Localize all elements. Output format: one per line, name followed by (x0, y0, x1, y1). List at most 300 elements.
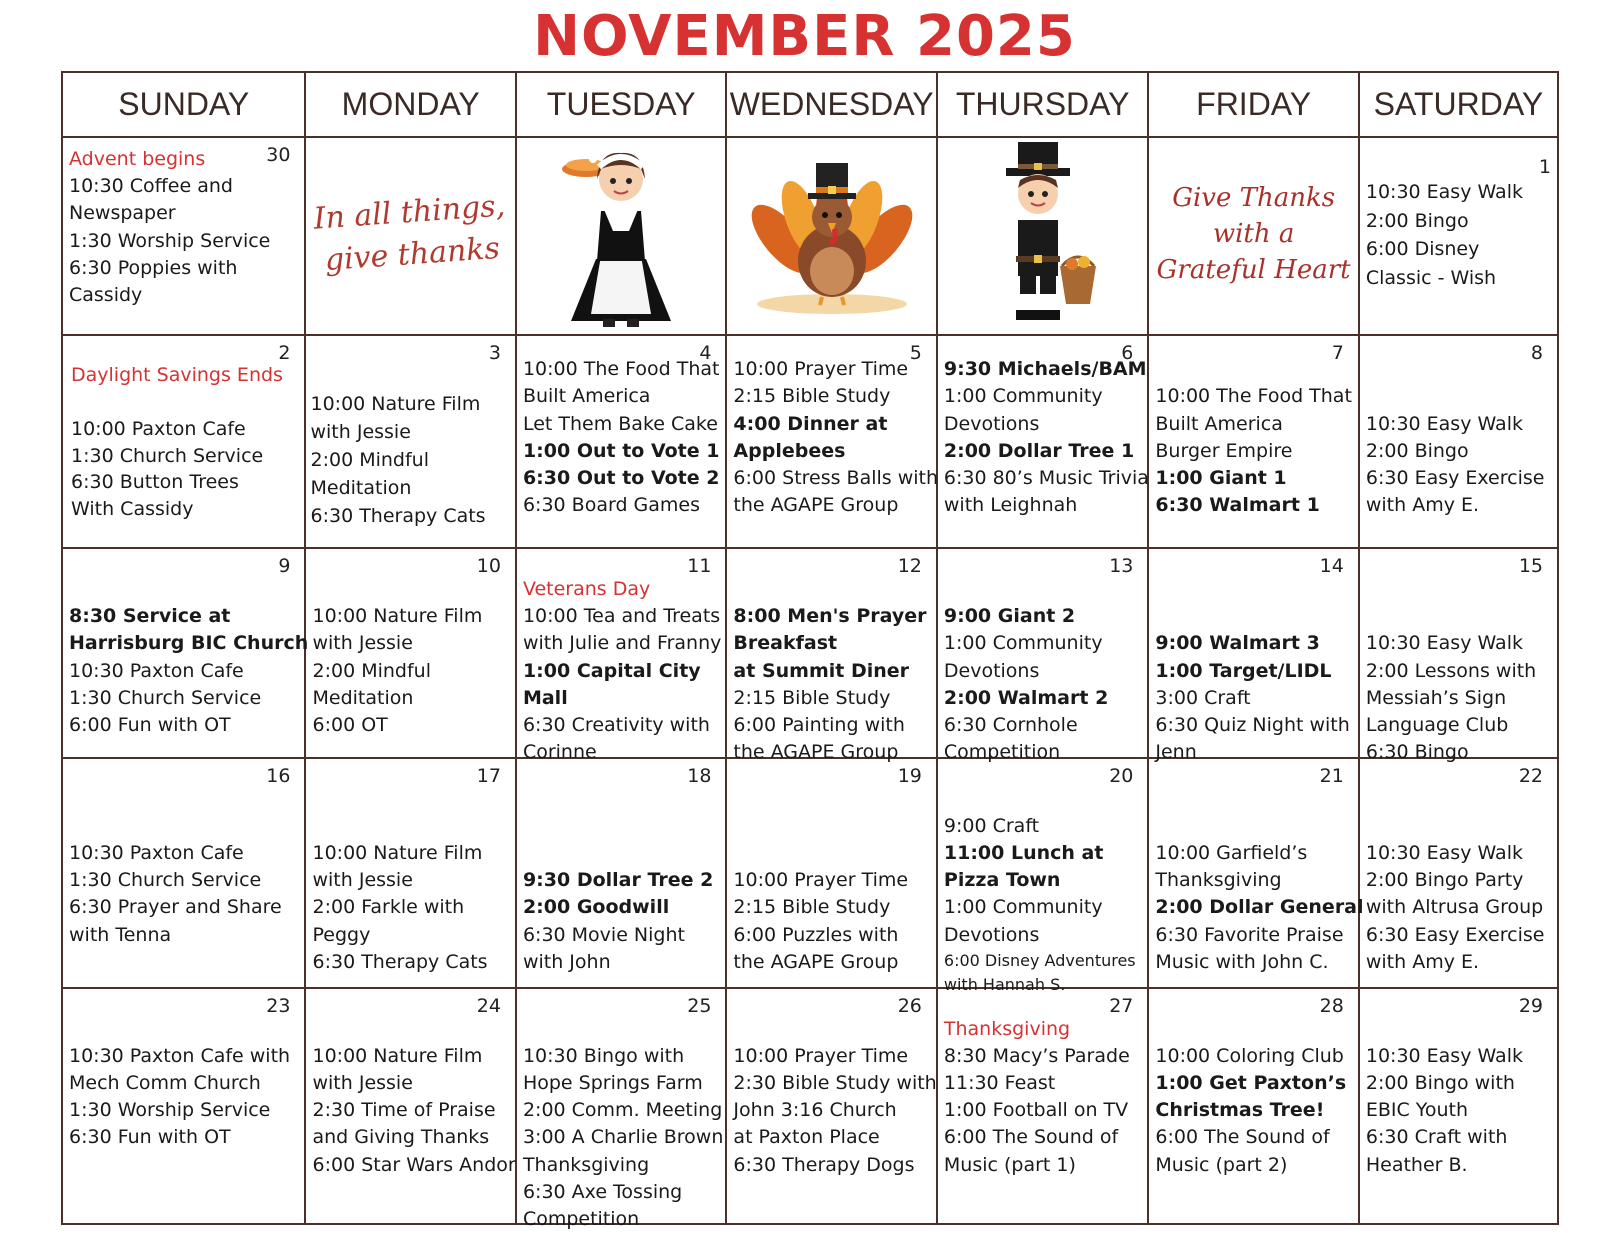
event-line: Competition (522, 1208, 640, 1231)
event-line: 1:00 Community (943, 896, 1103, 919)
weekday-friday: FRIDAY (1148, 72, 1358, 137)
event-line: Harrisburg BIC Church (69, 632, 309, 655)
day-cell-thursday (937, 988, 1149, 1224)
day-cell-wednesday (726, 988, 936, 1224)
day-number: 28 (1319, 994, 1344, 1017)
event-line: 10:00 Coloring Club (1155, 1044, 1344, 1067)
event-line: 6:30 Walmart 1 (1155, 494, 1320, 517)
day-cell-saturday (1359, 758, 1558, 988)
event-list (523, 576, 721, 766)
quote-give-thanks (1149, 138, 1357, 329)
weekday-header-row (62, 72, 1558, 137)
day-cell-content (727, 549, 935, 764)
event-line: 1:00 Capital City (522, 659, 701, 682)
day-cell-content (1360, 336, 1557, 541)
event-line: 2:00 Bingo with (1365, 1072, 1515, 1095)
event-line: 11:30 Feast (943, 1072, 1056, 1095)
event-line: 6:30 Therapy Cats (312, 950, 488, 973)
day-cell-sunday (62, 335, 305, 548)
event-list (1366, 178, 1553, 292)
day-cell-content (63, 549, 309, 751)
day-number: 27 (1109, 994, 1134, 1017)
event-line: 1:00 Target/LIDL (1155, 659, 1332, 682)
event-line (1366, 576, 1553, 603)
event-line: 10:00 Nature Film (312, 841, 483, 864)
day-cell-sunday (62, 548, 309, 758)
event-line: Applebees (733, 439, 846, 462)
event-line: 1:30 Worship Service (69, 1099, 271, 1122)
event-line: with Amy E. (1365, 494, 1480, 517)
day-cell-monday (305, 137, 515, 335)
event-line: 10:30 Paxton Cafe (69, 841, 244, 864)
event-line: Christmas Tree! (1155, 1099, 1325, 1122)
event-line: 2:00 Bingo Party (1365, 869, 1524, 892)
day-number: 22 (1518, 764, 1543, 787)
day-number: 8 (1530, 342, 1543, 365)
day-number: 24 (476, 994, 501, 1017)
event-line: 2:15 Bible Study (733, 385, 891, 408)
event-line: 1:00 Get Paxton’s (1155, 1072, 1347, 1095)
event-line: 9:00 Walmart 3 (1155, 632, 1320, 655)
event-line: 2:00 Dollar General (1155, 896, 1364, 919)
event-line: with Jessie (312, 1072, 413, 1095)
event-line: With Cassidy (71, 498, 194, 521)
event-list (69, 576, 309, 739)
day-cell-friday (1148, 548, 1358, 764)
event-line: 6:30 Easy Exercise (1365, 923, 1545, 946)
day-cell-content (1149, 549, 1357, 764)
event-line: 6:00 Disney (1365, 238, 1480, 260)
event-line (69, 786, 300, 813)
event-line: 9:30 Dollar Tree 2 (522, 869, 714, 892)
day-number: 23 (266, 994, 291, 1017)
day-cell-tuesday (516, 335, 726, 548)
day-cell-content (1360, 549, 1557, 764)
event-line: Competition (943, 741, 1061, 764)
day-cell-saturday (1359, 137, 1558, 335)
holiday-label: Thanksgiving (943, 1017, 1071, 1040)
event-line: 6:30 Poppies with (69, 256, 238, 279)
event-line (1366, 383, 1553, 410)
day-cell-sunday (62, 137, 305, 335)
event-line: 1:30 Church Service (69, 686, 262, 709)
event-line: EBIC Youth (1365, 1099, 1469, 1122)
day-cell-content (938, 138, 1148, 329)
day-cell-wednesday (726, 758, 936, 988)
event-list (1366, 576, 1553, 766)
event-line (69, 1016, 300, 1043)
event-list (69, 786, 300, 949)
event-line: with Tenna (69, 923, 172, 946)
day-cell-content (938, 759, 1148, 994)
quote-line: In all things, (312, 187, 507, 237)
event-line: 6:00 Disney Adventures (943, 950, 1136, 970)
event-line: with Amy E. (1365, 950, 1480, 973)
event-line: Music with John C. (1155, 950, 1329, 973)
holiday-label: Daylight Savings Ends (71, 364, 283, 387)
event-line: 10:00 Prayer Time (733, 358, 909, 381)
day-number: 1 (1538, 156, 1551, 178)
day-cell-content (517, 549, 725, 764)
event-line: 10:30 Easy Walk (1365, 412, 1523, 435)
event-line: Heather B. (1365, 1153, 1468, 1176)
event-list (1366, 356, 1553, 519)
event-line: 10:00 The Food That (522, 358, 720, 381)
event-line (1155, 813, 1353, 840)
event-line: 10:00 Prayer Time (733, 869, 909, 892)
day-cell-content (938, 989, 1148, 1217)
event-line: with John (522, 950, 611, 973)
day-cell-monday (305, 758, 515, 988)
event-list (733, 1016, 937, 1179)
event-list (733, 356, 939, 519)
quote-line: give thanks (323, 230, 501, 278)
day-cell-wednesday (726, 335, 939, 548)
day-cell-saturday (1359, 988, 1558, 1224)
event-line: Thanksgiving (522, 1153, 650, 1176)
event-line: Meditation (310, 477, 412, 500)
day-number: 16 (266, 764, 291, 787)
event-line: 8:30 Service at (69, 605, 231, 628)
event-line: 6:00 OT (312, 713, 388, 736)
day-cell-content (1149, 759, 1364, 981)
event-line: 2:00 Bingo (1365, 209, 1469, 232)
event-line: Devotions (943, 923, 1040, 946)
event-line (523, 813, 721, 840)
event-line: 1:00 Out to Vote 1 (522, 439, 720, 462)
event-line: Mech Comm Church (69, 1072, 261, 1095)
event-list (1366, 1016, 1553, 1179)
event-line: Language Club (1365, 713, 1509, 736)
weekday-thursday: THURSDAY (937, 72, 1149, 137)
day-cell-content (1149, 989, 1357, 1217)
day-cell-tuesday (516, 758, 726, 988)
event-list (310, 362, 510, 530)
event-line (1155, 786, 1353, 813)
event-line: 1:00 Football on TV (943, 1099, 1129, 1122)
day-cell-friday (1148, 335, 1358, 548)
event-line: 6:30 Prayer and Share (69, 896, 282, 919)
day-cell-sunday (62, 758, 305, 988)
event-list (71, 362, 300, 523)
event-list (944, 1016, 1144, 1179)
day-cell-content (1360, 138, 1557, 329)
event-line: 10:00 Tea and Treats (522, 605, 721, 628)
day-cell-content (1149, 336, 1357, 541)
weekday-sunday: SUNDAY (62, 72, 305, 137)
quote-line: Grateful Heart (1156, 254, 1351, 285)
day-cell-thursday (937, 335, 1149, 548)
day-number: 25 (687, 994, 712, 1017)
day-number: 3 (488, 342, 501, 365)
event-line: at Summit Diner (733, 659, 910, 682)
event-line: 10:30 Bingo with (522, 1044, 685, 1067)
event-list (1366, 786, 1553, 976)
event-list (69, 146, 300, 309)
event-list (312, 786, 510, 976)
event-line (523, 840, 721, 867)
day-cell-content (727, 759, 935, 981)
day-cell-content (306, 989, 514, 1217)
event-line: 2:00 Walmart 2 (943, 686, 1109, 709)
quote-in-all-things (306, 138, 514, 329)
event-line: 2:00 Mindful (310, 449, 429, 472)
event-line: 6:00 The Sound of (1155, 1126, 1330, 1149)
event-line: 10:30 Paxton Cafe with (69, 1044, 291, 1067)
event-line: 10:00 Prayer Time (733, 1044, 909, 1067)
event-line: Let Them Bake Cake (522, 412, 718, 435)
day-cell-content (63, 759, 304, 981)
event-list (943, 356, 1149, 519)
event-line (1366, 786, 1553, 813)
event-line (1155, 576, 1353, 603)
day-cell-monday (305, 335, 515, 548)
holiday-label: Veterans Day (522, 577, 651, 600)
week-row (62, 335, 1558, 548)
event-line: 2:00 Farkle with (312, 896, 465, 919)
day-cell-content (517, 138, 725, 329)
day-number: 4 (699, 342, 712, 365)
day-cell-content (1360, 759, 1557, 981)
event-line (523, 1016, 721, 1043)
event-line: 2:00 Dollar Tree 1 (943, 439, 1135, 462)
event-line: Corinne (522, 741, 597, 764)
event-line (733, 576, 931, 603)
day-cell-content (306, 336, 514, 541)
event-line: with Julie and Franny (522, 632, 722, 655)
event-line: 6:30 Creativity with (522, 713, 710, 736)
day-number: 18 (687, 764, 712, 787)
event-line: 6:30 Bingo (1365, 741, 1469, 764)
event-line: 1:30 Church Service (71, 444, 264, 467)
event-list (1155, 356, 1353, 519)
event-line: Devotions (943, 412, 1040, 435)
day-cell-content (727, 989, 935, 1217)
day-cell-saturday (1359, 548, 1558, 764)
event-line (312, 813, 510, 840)
event-list (69, 1016, 300, 1152)
event-line: Burger Empire (1155, 439, 1293, 462)
event-line: 4:00 Dinner at (733, 412, 888, 435)
event-line (312, 576, 510, 603)
event-line (733, 1016, 931, 1043)
event-line: at Paxton Place (733, 1126, 880, 1149)
event-list (1155, 576, 1353, 766)
event-line: Cassidy (69, 284, 143, 307)
day-number: 2 (278, 342, 291, 365)
day-cell-monday (305, 548, 515, 758)
day-cell-monday (305, 988, 515, 1224)
event-line (310, 362, 510, 390)
event-line: with Jessie (310, 421, 411, 444)
event-line: 6:30 80’s Music Trivia (943, 467, 1149, 490)
calendar-grid (61, 71, 1559, 1231)
event-line (733, 786, 931, 813)
event-line (71, 389, 300, 416)
day-cell-thursday (937, 137, 1149, 335)
day-cell-content (306, 549, 514, 751)
day-cell-thursday (937, 758, 1149, 994)
event-line: with Hannah S. (943, 974, 1066, 994)
event-line: Hope Springs Farm (522, 1072, 703, 1095)
event-line: 3:00 A Charlie Brown (522, 1126, 724, 1149)
calendar-title: NOVEMBER 2025 (533, 4, 1076, 69)
event-list (1155, 1016, 1353, 1179)
event-line: 6:00 Star Wars Andor (312, 1153, 516, 1176)
event-line: Peggy (312, 923, 371, 946)
event-line: 8:00 Men's Prayer (733, 605, 927, 628)
event-line: 6:30 Therapy Cats (310, 505, 486, 528)
day-cell-content (1360, 989, 1557, 1217)
day-number: 19 (897, 764, 922, 787)
holiday-label: Advent begins (69, 148, 206, 170)
event-line (733, 813, 931, 840)
quote-line: with a (1212, 218, 1295, 249)
event-line: 2:00 Goodwill (522, 896, 670, 919)
event-line: 1:00 Community (943, 632, 1103, 655)
event-line (1366, 1016, 1553, 1043)
day-number: 12 (897, 554, 922, 577)
event-line: 1:00 Giant 1 (1155, 467, 1287, 490)
event-line: 8:30 Macy’s Parade (943, 1044, 1130, 1067)
event-line: 10:30 Coffee and (69, 175, 233, 198)
event-line: John 3:16 Church (733, 1099, 897, 1122)
week-row (62, 988, 1558, 1224)
event-line (1155, 603, 1353, 630)
event-line (69, 813, 300, 840)
event-line: 6:30 Axe Tossing (522, 1180, 683, 1203)
event-line: with Altrusa Group (1365, 896, 1544, 919)
event-line: Pizza Town (943, 869, 1061, 892)
event-list (733, 786, 931, 976)
day-cell-content (517, 989, 725, 1231)
event-list (1155, 786, 1364, 976)
event-line: 2:15 Bible Study (733, 686, 891, 709)
week-row (62, 548, 1558, 758)
event-line: Music (part 1) (943, 1153, 1076, 1176)
day-cell-friday (1148, 137, 1358, 335)
event-line: 10:00 Paxton Cafe (71, 417, 246, 440)
event-line: 1:30 Worship Service (69, 229, 271, 252)
event-line: 9:30 Michaels/BAM (943, 358, 1147, 381)
day-cell-content (306, 138, 514, 329)
event-list (944, 576, 1144, 766)
event-list (312, 576, 510, 739)
day-cell-wednesday (726, 137, 936, 335)
day-cell-sunday (62, 988, 305, 1224)
weekday-wednesday: WEDNESDAY (726, 72, 936, 137)
event-line: 2:00 Lessons with (1365, 659, 1537, 682)
event-line: 10:30 Easy Walk (1365, 632, 1523, 655)
day-cell-content (938, 549, 1148, 764)
event-line (69, 576, 300, 603)
day-number: 7 (1331, 342, 1344, 365)
event-line: and Giving Thanks (312, 1126, 490, 1149)
day-cell-content (727, 138, 935, 329)
day-number: 6 (1121, 342, 1134, 365)
event-line: Meditation (312, 686, 414, 709)
quote-line: Give Thanks (1172, 182, 1336, 213)
event-line: 10:00 Garfield’s (1155, 841, 1308, 864)
event-line (944, 786, 1144, 813)
day-cell-content (63, 989, 304, 1217)
event-list (944, 786, 1144, 997)
day-number: 17 (476, 764, 501, 787)
event-line: Newspaper (69, 202, 176, 225)
event-line: the AGAPE Group (733, 950, 899, 973)
event-line: with Leighnah (943, 494, 1078, 517)
event-line: 6:00 Painting with (733, 713, 905, 736)
event-line: 10:00 Nature Film (310, 393, 481, 416)
day-cell-content (306, 759, 514, 981)
day-number: 21 (1319, 764, 1344, 787)
day-cell-thursday (937, 548, 1149, 764)
event-line: Breakfast (733, 632, 838, 655)
event-line: 6:30 Therapy Dogs (733, 1153, 915, 1176)
event-line (312, 786, 510, 813)
day-cell-content (517, 759, 725, 981)
event-line: 6:30 Button Trees (71, 471, 239, 494)
event-line: the AGAPE Group (733, 494, 899, 517)
event-line: 6:00 The Sound of (943, 1126, 1119, 1149)
event-line: the AGAPE Group (733, 741, 899, 764)
day-cell-content (63, 138, 304, 329)
event-line: Messiah’s Sign (1365, 686, 1507, 709)
event-line: Music (part 2) (1155, 1153, 1288, 1176)
event-line (523, 786, 721, 813)
day-number: 10 (476, 554, 501, 577)
event-line: 9:00 Craft (943, 814, 1040, 837)
event-line: Devotions (943, 659, 1040, 682)
event-line: 11:00 Lunch at (943, 841, 1104, 864)
event-line: 1:00 Community (943, 385, 1103, 408)
event-line: 2:00 Comm. Meeting (522, 1099, 723, 1122)
event-line: 6:30 Movie Night (522, 923, 685, 946)
event-line: 10:00 Nature Film (312, 605, 483, 628)
event-line: 6:30 Fun with OT (69, 1126, 231, 1149)
event-line: Built America (1155, 412, 1283, 435)
event-line (733, 840, 931, 867)
event-line: 10:30 Paxton Cafe (69, 659, 244, 682)
event-line (312, 1016, 510, 1043)
event-list (312, 1016, 516, 1179)
event-line (944, 576, 1144, 603)
event-line: 6:30 Craft with (1365, 1126, 1508, 1149)
day-cell-content (1149, 138, 1357, 329)
event-list (522, 1016, 724, 1233)
event-line: 10:30 Easy Walk (1365, 1044, 1523, 1067)
event-line: 6:30 Board Games (522, 494, 701, 517)
week-row (62, 758, 1558, 988)
event-line (1155, 356, 1353, 383)
event-line: Thanksgiving (1155, 869, 1282, 892)
day-cell-content (727, 336, 939, 541)
weekday-saturday: SATURDAY (1359, 72, 1558, 137)
week-row (62, 137, 1558, 335)
weekday-monday: MONDAY (305, 72, 515, 137)
event-line: 3:00 Craft (1155, 686, 1251, 709)
event-line: 6:00 Stress Balls with (733, 467, 939, 490)
event-line: 10:30 Easy Walk (1365, 181, 1523, 203)
day-number: 9 (278, 554, 291, 577)
event-line: with Jessie (312, 632, 413, 655)
event-line: with Jessie (312, 869, 413, 892)
day-number: 11 (687, 554, 712, 577)
event-line (1155, 1016, 1353, 1043)
day-cell-content (938, 336, 1148, 541)
day-number: 30 (266, 144, 291, 166)
day-number: 13 (1109, 554, 1134, 577)
